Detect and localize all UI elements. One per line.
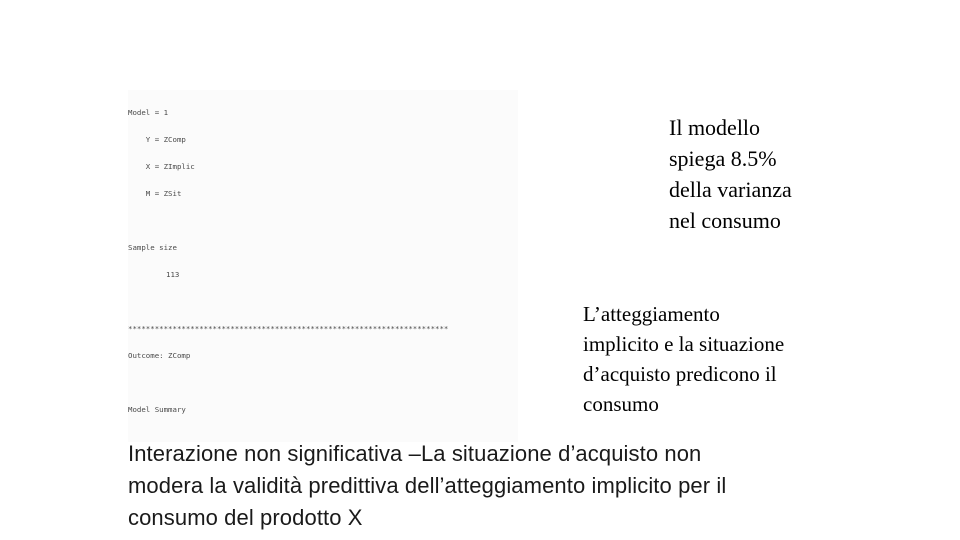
note-line: consumo del prodotto X: [128, 505, 363, 530]
note-line: consumo: [583, 392, 659, 416]
regression-output: [128, 90, 518, 442]
note-line: Il modello: [669, 115, 761, 140]
note-line: Interazione non significativa –La situazione d’acquisto non: [128, 441, 702, 466]
note-line: L’atteggiamento: [583, 302, 720, 326]
model-variance-note: [669, 112, 792, 236]
note-line: nel consumo: [669, 208, 781, 233]
model-x-line: X = ZImplic: [128, 162, 195, 171]
note-line: della varianza: [669, 177, 792, 202]
sample-size-label: Sample size: [128, 243, 177, 252]
model-summary-title: Model Summary: [128, 405, 186, 414]
note-line: implicito e la situazione: [583, 332, 785, 356]
interaction-note: [128, 438, 726, 534]
outcome-line: Outcome: ZComp: [128, 351, 191, 360]
note-line: modera la validità predittiva dell’atteggiamento implicito per il: [128, 473, 727, 498]
model-line: Model = 1: [128, 108, 169, 117]
sample-size-value: 113: [166, 270, 180, 279]
model-y-line: Y = ZComp: [128, 135, 186, 144]
model-m-line: M = ZSit: [128, 189, 182, 198]
note-line: d’acquisto predicono il: [583, 362, 777, 386]
predictors-note: [583, 299, 784, 419]
separator-line: ************************************************************************: [128, 324, 449, 333]
note-line: spiega 8.5%: [669, 146, 777, 171]
